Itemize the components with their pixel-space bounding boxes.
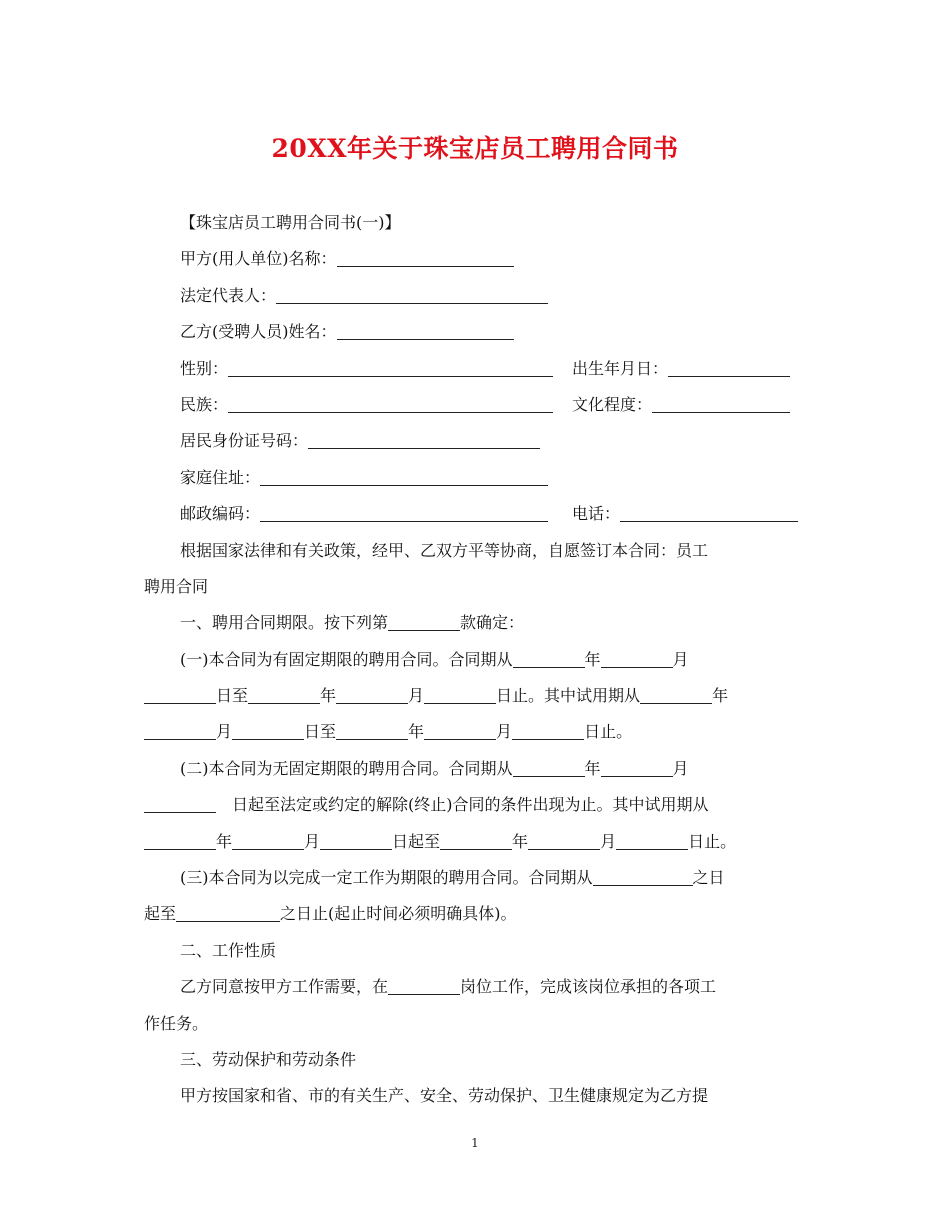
clause1-task-term-cont: 起至 之日止(起止时间必须明确具体)。	[144, 904, 517, 924]
blank-line	[248, 687, 320, 704]
clause1-fixed-term: (一)本合同为有固定期限的聘用合同。合同期从 年 月	[180, 649, 689, 669]
clause2-heading: 二、工作性质	[180, 940, 277, 960]
blank-line	[424, 723, 496, 740]
blank-line	[336, 687, 408, 704]
blank-line	[388, 614, 460, 631]
blank-line	[601, 651, 673, 668]
blank-line	[616, 833, 688, 850]
blank-line	[232, 833, 304, 850]
blank-line	[388, 978, 460, 995]
blank-line	[308, 432, 540, 449]
clause3-text: 甲方按国家和省、市的有关生产、安全、劳动保护、卫生健康规定为乙方提	[180, 1086, 709, 1106]
page-number: 1	[471, 1136, 479, 1150]
blank-line	[320, 833, 392, 850]
clause1-open-term: (二)本合同为无固定期限的聘用合同。合同期从 年 月	[180, 758, 689, 778]
blank-line	[593, 869, 693, 886]
blank-line	[228, 396, 553, 413]
clause1-open-term-cont2: 年 月 日起至 年 月 日止。	[144, 824, 804, 860]
blank-line	[337, 323, 514, 340]
contract-body	[144, 205, 804, 1115]
blank-line	[260, 469, 548, 486]
legal-rep-field: 法定代表人：	[144, 278, 804, 314]
blank-line	[144, 796, 216, 813]
clause1-task-term: (三)本合同为以完成一定工作为期限的聘用合同。合同期从 之日	[180, 868, 725, 888]
blank-line	[424, 687, 496, 704]
blank-line	[513, 651, 585, 668]
blank-line	[176, 905, 280, 922]
blank-line	[144, 723, 216, 740]
clause1-heading: 一、聘用合同期限。按下列第 款确定：	[180, 613, 525, 633]
gender-birth-row: 性别： 出生年月日：	[144, 351, 804, 387]
preamble-cont: 聘用合同	[144, 576, 209, 596]
blank-line	[260, 505, 548, 522]
party-a-name-field: 甲方(用人单位)名称：	[144, 241, 804, 277]
blank-line	[513, 760, 585, 777]
party-b-name-field: 乙方(受聘人员)姓名：	[144, 314, 804, 350]
section-heading: 【珠宝店员工聘用合同书(一)】	[180, 213, 401, 232]
preamble: 根据国家法律和有关政策，经甲、乙双方平等协商，自愿签订本合同：员工	[180, 540, 709, 560]
blank-line	[440, 833, 512, 850]
clause3-heading: 三、劳动保护和劳动条件	[180, 1049, 357, 1069]
blank-line	[668, 360, 790, 377]
blank-line	[336, 723, 408, 740]
blank-line	[620, 505, 798, 522]
clause2-text-cont: 作任务。	[144, 1013, 209, 1033]
blank-line	[232, 723, 304, 740]
blank-line	[276, 287, 548, 304]
blank-line	[228, 360, 553, 377]
blank-line	[528, 833, 600, 850]
id-number-field: 居民身份证号码：	[144, 423, 804, 459]
blank-line	[601, 760, 673, 777]
blank-line	[337, 250, 514, 267]
home-address-field: 家庭住址：	[144, 460, 804, 496]
clause1-fixed-term-cont2: 月 日至 年 月 日止。	[144, 714, 804, 750]
ethnicity-education-row: 民族： 文化程度：	[144, 387, 804, 423]
blank-line	[144, 687, 216, 704]
blank-line	[652, 396, 790, 413]
clause2-text: 乙方同意按甲方工作需要，在 岗位工作，完成该岗位承担的各项工	[180, 977, 717, 997]
blank-line	[640, 687, 712, 704]
clause1-fixed-term-cont: 日至 年 月 日止。其中试用期从 年	[144, 678, 804, 714]
postal-phone-row: 邮政编码： 电话：	[144, 496, 804, 532]
blank-line	[512, 723, 584, 740]
blank-line	[144, 833, 216, 850]
clause1-open-term-cont: 日起至法定或约定的解除(终止)合同的条件出现为止。其中试用期从	[144, 787, 804, 823]
document-title: 20XX年关于珠宝店员工聘用合同书	[271, 134, 679, 163]
